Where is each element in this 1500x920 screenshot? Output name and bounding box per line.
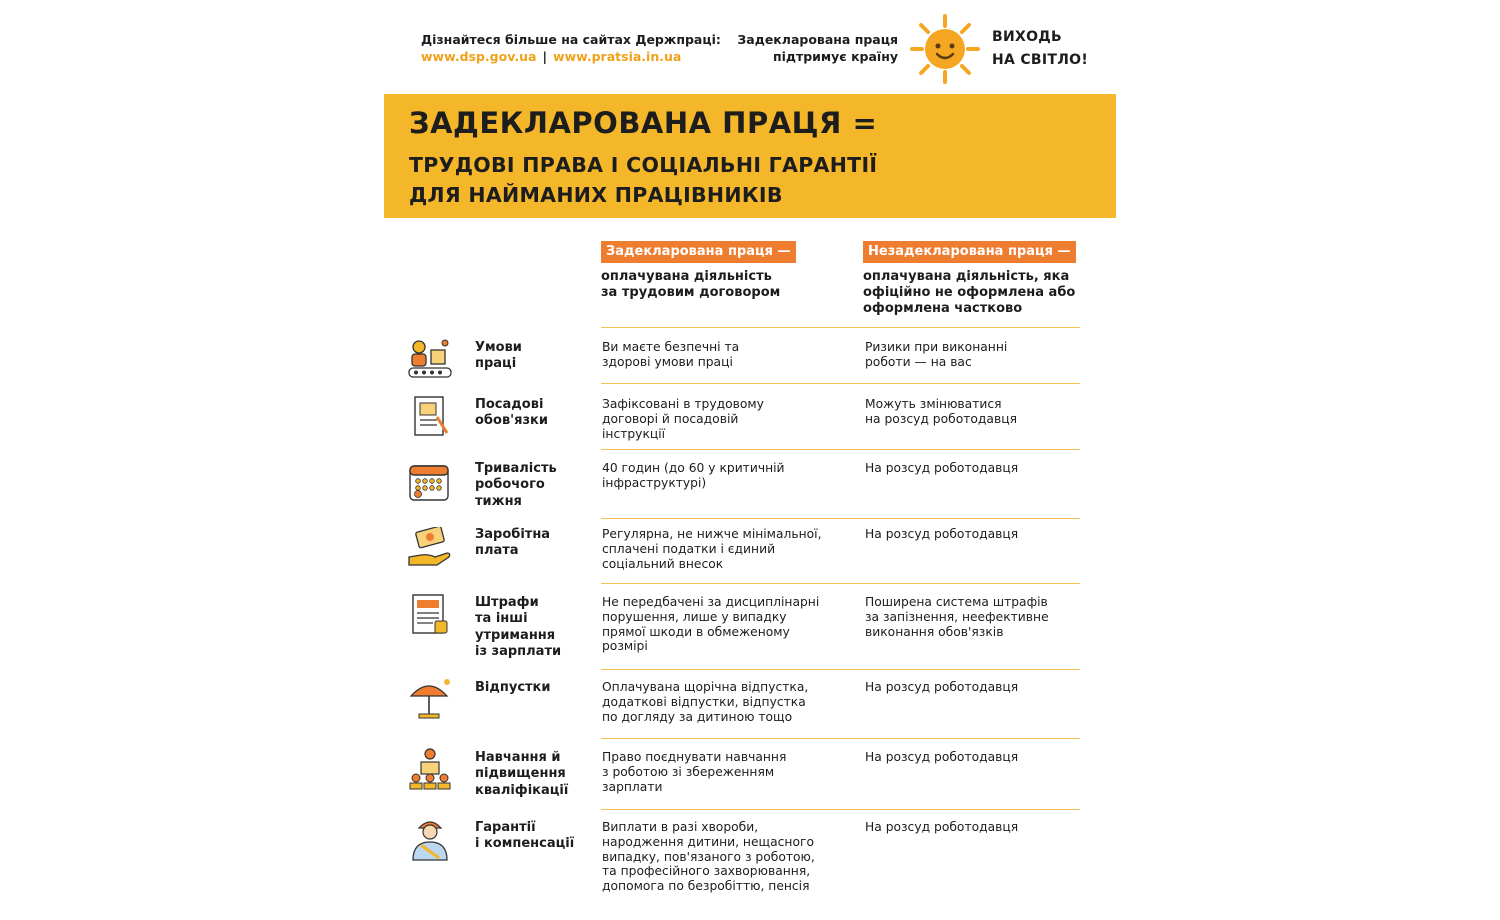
row-category: Штрафи та інші утримання із зарплати bbox=[475, 595, 562, 659]
link-dsp[interactable]: www.dsp.gov.ua bbox=[421, 49, 537, 64]
undeclared-tag: Незадекларована праця — bbox=[863, 241, 1076, 263]
row-undeclared-text: Можуть змінюватися на розсуд роботодавця bbox=[865, 397, 1017, 426]
row-declared-text: Оплачувана щорічна відпустка, додаткові відпустки, відпустка по догляду за дитиною тощо bbox=[602, 680, 809, 724]
row-divider bbox=[601, 809, 1080, 810]
row-category: Гарантії і компенсації bbox=[475, 820, 575, 852]
row-category: Навчання й підвищення кваліфікації bbox=[475, 750, 569, 798]
title-banner bbox=[384, 94, 1116, 218]
supports-line-1: Задекларована праця bbox=[737, 32, 898, 47]
banner-subtitle bbox=[409, 150, 877, 210]
row-declared-text: Ви маєте безпечні та здорові умови праці bbox=[602, 340, 740, 369]
banner-title: ЗАДЕКЛАРОВАНА ПРАЦЯ = bbox=[409, 106, 878, 140]
row-declared-text: Право поєднувати навчання з роботою зі збереженням зарплати bbox=[602, 750, 787, 794]
row-divider bbox=[601, 583, 1080, 584]
banner-subtitle-line-2: ДЛЯ НАЙМАНИХ ПРАЦІВНИКІВ bbox=[409, 183, 783, 207]
link-separator: | bbox=[542, 49, 548, 64]
learn-more-block bbox=[421, 31, 721, 65]
links-line bbox=[421, 48, 721, 65]
supports-country-text bbox=[737, 31, 898, 65]
row-undeclared-text: Ризики при виконанні роботи — на вас bbox=[865, 340, 1008, 369]
row-divider bbox=[601, 738, 1080, 739]
link-pratsia[interactable]: www.pratsia.in.ua bbox=[553, 49, 682, 64]
undeclared-description: оплачувана діяльність, яка офіційно не оформлена або оформлена частково bbox=[863, 269, 1076, 316]
sun-mascot-icon bbox=[908, 12, 982, 86]
slogan-line-1: ВИХОДЬ bbox=[992, 29, 1063, 45]
row-declared-text: Зафіксовані в трудовому договорі й посадовій інструкції bbox=[602, 397, 764, 441]
salary-hand-icon bbox=[407, 527, 453, 571]
declared-tag: Задекларована праця — bbox=[601, 241, 796, 263]
declared-description: оплачувана діяльність за трудовим договором bbox=[601, 269, 781, 300]
worker-person-icon bbox=[407, 818, 453, 862]
row-undeclared-text: На розсуд роботодавця bbox=[865, 461, 1019, 475]
row-divider bbox=[601, 383, 1080, 384]
page-header bbox=[384, 18, 1116, 88]
factory-worker-icon bbox=[407, 338, 453, 382]
row-declared-text: Не передбачені за дисциплінарні порушення, лише у випадку прямої шкоди в обмеженому розмірі bbox=[602, 595, 820, 654]
row-undeclared-text: На розсуд роботодавця bbox=[865, 680, 1019, 694]
calendar-icon bbox=[407, 461, 453, 505]
row-category: Відпустки bbox=[475, 680, 551, 695]
slogan-line-2: НА СВІТЛО! bbox=[992, 52, 1089, 68]
row-category: Тривалість робочого тижня bbox=[475, 461, 557, 509]
row-undeclared-text: На розсуд роботодавця bbox=[865, 527, 1019, 541]
row-category: Посадові обов'язки bbox=[475, 397, 548, 429]
row-undeclared-text: На розсуд роботодавця bbox=[865, 750, 1019, 764]
beach-umbrella-icon bbox=[407, 678, 453, 722]
row-undeclared-text: На розсуд роботодавця bbox=[865, 820, 1019, 834]
row-declared-text: 40 годин (до 60 у критичній інфраструктурі) bbox=[602, 461, 785, 490]
column-header-declared bbox=[601, 240, 831, 301]
row-declared-text: Регулярна, не нижче мінімальної, сплачені податки і єдиний соціальний внесок bbox=[602, 527, 822, 571]
learn-more-text: Дізнайтеся більше на сайтах Держпраці: bbox=[421, 32, 721, 47]
training-class-icon bbox=[407, 748, 453, 792]
row-declared-text: Виплати в разі хвороби, народження дитини, нещасного випадку, пов'язаного з роботою, та професійного захворювання, допомога по безробіттю, пенсія bbox=[602, 820, 815, 894]
row-category: Заробітна плата bbox=[475, 527, 551, 559]
supports-line-2: підтримує країну bbox=[772, 49, 898, 64]
row-divider bbox=[601, 449, 1080, 450]
column-header-undeclared bbox=[863, 240, 1098, 317]
banner-subtitle-line-1: ТРУДОВІ ПРАВА І СОЦІАЛЬНІ ГАРАНТІЇ bbox=[409, 153, 878, 177]
row-divider bbox=[601, 669, 1080, 670]
row-divider bbox=[601, 518, 1080, 519]
fines-receipt-icon bbox=[407, 593, 453, 637]
row-divider bbox=[601, 327, 1080, 328]
row-category: Умови праці bbox=[475, 340, 522, 372]
slogan bbox=[992, 26, 1088, 72]
document-duties-icon bbox=[407, 395, 453, 439]
row-undeclared-text: Поширена система штрафів за запізнення, неефективне виконання обов'язків bbox=[865, 595, 1049, 639]
